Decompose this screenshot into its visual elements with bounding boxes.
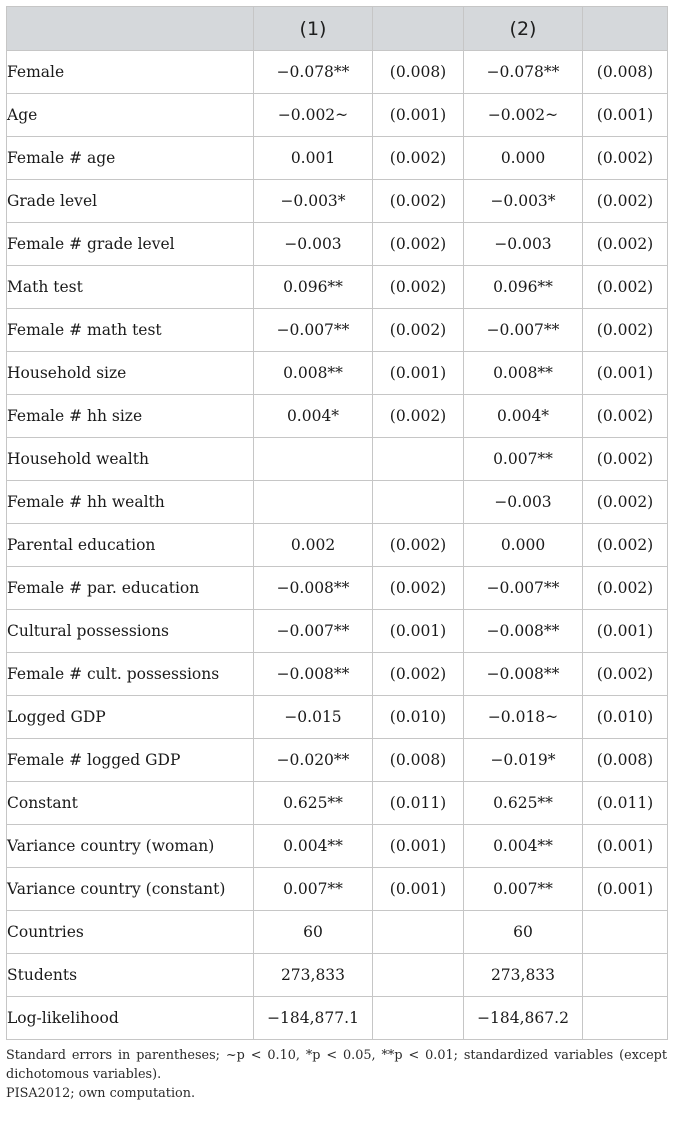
row-label: Grade level (7, 180, 254, 223)
row-label: Parental education (7, 524, 254, 567)
se-model-2: (0.002) (583, 395, 668, 438)
coef-model-1: 0.007** (254, 868, 373, 911)
se-model-1 (373, 954, 464, 997)
table-row (7, 438, 668, 481)
coef-model-1: −0.008** (254, 567, 373, 610)
header-model-1: (1) (254, 7, 373, 51)
coef-model-2: −0.003* (464, 180, 583, 223)
coef-model-1: 0.002 (254, 524, 373, 567)
coef-model-1: −0.002~ (254, 94, 373, 137)
row-label: Cultural possessions (7, 610, 254, 653)
coef-model-1: −0.007** (254, 309, 373, 352)
coef-model-2: −184,867.2 (464, 997, 583, 1040)
coef-model-2: 0.625** (464, 782, 583, 825)
se-model-1: (0.002) (373, 524, 464, 567)
se-model-2: (0.010) (583, 696, 668, 739)
coef-model-2: 0.000 (464, 137, 583, 180)
row-label: Female # logged GDP (7, 739, 254, 782)
table-row (7, 524, 668, 567)
table-row (7, 567, 668, 610)
row-label: Female # cult. possessions (7, 653, 254, 696)
table-row (7, 696, 668, 739)
coef-model-1: 0.001 (254, 137, 373, 180)
row-label: Variance country (woman) (7, 825, 254, 868)
coef-model-1: 60 (254, 911, 373, 954)
row-label: Log-likelihood (7, 997, 254, 1040)
coef-model-2: 0.004* (464, 395, 583, 438)
header-row (7, 7, 668, 51)
table-footnote (6, 1046, 667, 1103)
coef-model-1: −0.008** (254, 653, 373, 696)
coef-model-1: −0.003* (254, 180, 373, 223)
coef-model-2: 0.004** (464, 825, 583, 868)
coef-model-2: 0.008** (464, 352, 583, 395)
se-model-1: (0.002) (373, 395, 464, 438)
se-model-1 (373, 911, 464, 954)
coef-model-2: −0.007** (464, 567, 583, 610)
row-label: Countries (7, 911, 254, 954)
coef-model-1: 0.004* (254, 395, 373, 438)
se-model-1: (0.001) (373, 868, 464, 911)
se-model-1: (0.002) (373, 309, 464, 352)
coef-model-2: −0.018~ (464, 696, 583, 739)
row-label: Household wealth (7, 438, 254, 481)
se-model-2: (0.001) (583, 610, 668, 653)
coef-model-2: −0.002~ (464, 94, 583, 137)
header-se-1 (373, 7, 464, 51)
row-label: Female (7, 51, 254, 94)
se-model-1: (0.001) (373, 94, 464, 137)
row-label: Female # hh wealth (7, 481, 254, 524)
table-row (7, 266, 668, 309)
footnote-significance: Standard errors in parentheses; ~p < 0.10, *p < 0.05, **p < 0.01; standardized variables (except dichotomous variables). (6, 1048, 667, 1082)
coef-model-2: −0.078** (464, 51, 583, 94)
se-model-2: (0.002) (583, 137, 668, 180)
coef-model-1: 0.004** (254, 825, 373, 868)
se-model-2: (0.002) (583, 266, 668, 309)
row-label: Constant (7, 782, 254, 825)
se-model-1 (373, 481, 464, 524)
table-row (7, 352, 668, 395)
coef-model-2: 273,833 (464, 954, 583, 997)
table-row (7, 782, 668, 825)
regression-table (6, 6, 668, 1040)
table-header (7, 7, 668, 51)
coef-model-2: 60 (464, 911, 583, 954)
se-model-1: (0.002) (373, 567, 464, 610)
se-model-2 (583, 997, 668, 1040)
row-label: Math test (7, 266, 254, 309)
coef-model-1: 0.096** (254, 266, 373, 309)
table-body (7, 51, 668, 1040)
table-row (7, 395, 668, 438)
se-model-2: (0.001) (583, 868, 668, 911)
row-label: Female # math test (7, 309, 254, 352)
coef-model-2: −0.008** (464, 610, 583, 653)
row-label: Female # age (7, 137, 254, 180)
se-model-2: (0.002) (583, 438, 668, 481)
se-model-1: (0.001) (373, 825, 464, 868)
table-row (7, 94, 668, 137)
table-row (7, 739, 668, 782)
header-variable (7, 7, 254, 51)
se-model-1: (0.008) (373, 739, 464, 782)
table-row (7, 481, 668, 524)
row-label: Female # hh size (7, 395, 254, 438)
se-model-1: (0.002) (373, 223, 464, 266)
table-row (7, 51, 668, 94)
coef-model-2: 0.096** (464, 266, 583, 309)
se-model-1: (0.008) (373, 51, 464, 94)
table-row (7, 997, 668, 1040)
se-model-2: (0.002) (583, 180, 668, 223)
table-row (7, 180, 668, 223)
row-label: Female # grade level (7, 223, 254, 266)
table-row (7, 825, 668, 868)
se-model-2: (0.008) (583, 739, 668, 782)
row-label: Female # par. education (7, 567, 254, 610)
coef-model-2: −0.003 (464, 223, 583, 266)
coef-model-1: −0.003 (254, 223, 373, 266)
se-model-2 (583, 911, 668, 954)
se-model-2: (0.002) (583, 567, 668, 610)
se-model-1: (0.002) (373, 137, 464, 180)
row-label: Logged GDP (7, 696, 254, 739)
se-model-2: (0.002) (583, 653, 668, 696)
table-row (7, 653, 668, 696)
se-model-1: (0.001) (373, 610, 464, 653)
coef-model-2: 0.007** (464, 868, 583, 911)
table-row (7, 223, 668, 266)
coef-model-2: −0.019* (464, 739, 583, 782)
row-label: Students (7, 954, 254, 997)
se-model-1: (0.010) (373, 696, 464, 739)
se-model-1: (0.011) (373, 782, 464, 825)
row-label: Age (7, 94, 254, 137)
se-model-2: (0.002) (583, 481, 668, 524)
coef-model-1: −0.020** (254, 739, 373, 782)
se-model-2: (0.002) (583, 309, 668, 352)
table-row (7, 137, 668, 180)
coef-model-1: −184,877.1 (254, 997, 373, 1040)
coef-model-2: 0.007** (464, 438, 583, 481)
coef-model-2: 0.000 (464, 524, 583, 567)
row-label: Variance country (constant) (7, 868, 254, 911)
table-row (7, 610, 668, 653)
coef-model-1: 273,833 (254, 954, 373, 997)
footnote-source: PISA2012; own computation. (6, 1086, 196, 1101)
se-model-2: (0.011) (583, 782, 668, 825)
coef-model-1: 0.625** (254, 782, 373, 825)
se-model-2: (0.008) (583, 51, 668, 94)
coef-model-1: 0.008** (254, 352, 373, 395)
se-model-2 (583, 954, 668, 997)
coef-model-1 (254, 438, 373, 481)
se-model-2: (0.001) (583, 94, 668, 137)
coef-model-1 (254, 481, 373, 524)
coef-model-1: −0.078** (254, 51, 373, 94)
table-row (7, 954, 668, 997)
se-model-1: (0.002) (373, 180, 464, 223)
se-model-2: (0.002) (583, 223, 668, 266)
coef-model-1: −0.015 (254, 696, 373, 739)
se-model-1 (373, 438, 464, 481)
se-model-2: (0.001) (583, 352, 668, 395)
coef-model-2: −0.008** (464, 653, 583, 696)
se-model-2: (0.001) (583, 825, 668, 868)
se-model-1: (0.002) (373, 266, 464, 309)
coef-model-2: −0.003 (464, 481, 583, 524)
header-model-2: (2) (464, 7, 583, 51)
se-model-1: (0.002) (373, 653, 464, 696)
table-row (7, 309, 668, 352)
se-model-1 (373, 997, 464, 1040)
coef-model-2: −0.007** (464, 309, 583, 352)
se-model-1: (0.001) (373, 352, 464, 395)
table-row (7, 911, 668, 954)
se-model-2: (0.002) (583, 524, 668, 567)
row-label: Household size (7, 352, 254, 395)
header-se-2 (583, 7, 668, 51)
table-row (7, 868, 668, 911)
coef-model-1: −0.007** (254, 610, 373, 653)
